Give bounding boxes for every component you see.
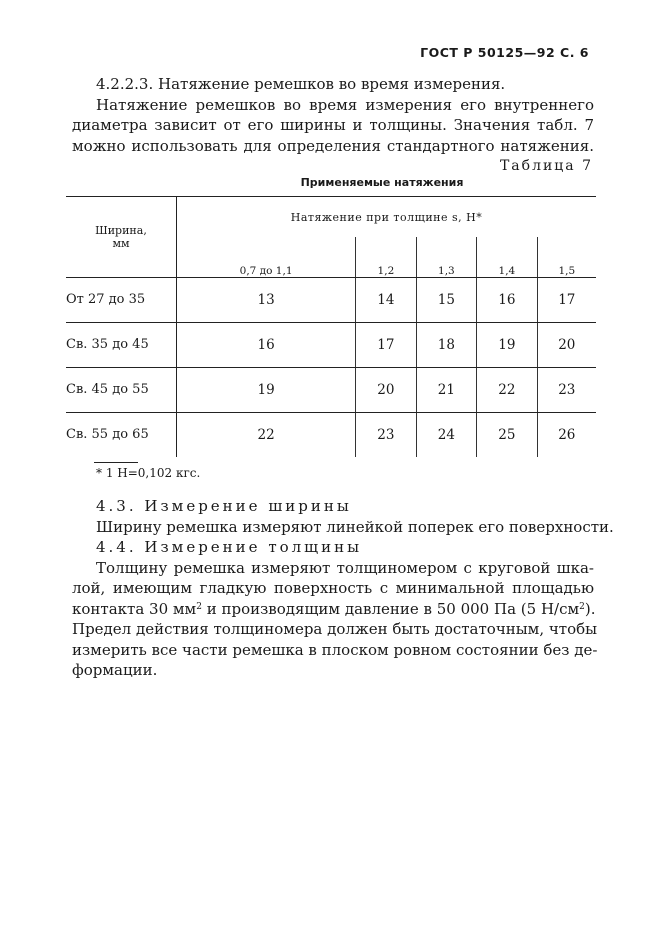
section-43-text: Ширину ремешка измеряют линейкой поперек его поверхности. (96, 517, 614, 536)
table-cell: 26 (537, 412, 596, 457)
thickness-col-header: 1,4 (477, 237, 537, 277)
table-row (66, 322, 596, 367)
table-cell: 18 (416, 322, 476, 367)
table-cell: 20 (356, 367, 416, 412)
footnote-divider (94, 462, 138, 463)
table-cell: 17 (537, 277, 596, 322)
table-cell: 23 (356, 412, 416, 457)
table-row (66, 412, 596, 457)
section-44-line-5: измерить все части ремешка в плоском ровном состоянии без де- (72, 640, 598, 659)
tension-header: Натяжение при толщине s, Н* (290, 210, 483, 224)
superscript: 2 (579, 601, 585, 612)
section-43-heading: 4.3. Измерение ширины (96, 497, 352, 515)
superscript: 2 (196, 601, 202, 612)
section-44-line-6: формации. (72, 661, 158, 679)
width-header-unit: мм (112, 236, 130, 250)
section-4223-line-2: диаметра зависит от его ширины и толщины. Значения табл. 7 (72, 116, 594, 134)
table-cell: 16 (177, 322, 356, 367)
table-row (66, 367, 596, 412)
table-cell: 23 (537, 367, 596, 412)
table-cell: 21 (416, 367, 476, 412)
thickness-col-header: 1,5 (537, 237, 596, 277)
thickness-col-header: 1,2 (356, 237, 416, 277)
table-cell: 19 (177, 367, 356, 412)
table-cell: 20 (537, 322, 596, 367)
thickness-col-header: 1,3 (416, 237, 476, 277)
section-44-heading: 4.4. Измерение толщины (96, 538, 363, 556)
width-header-label: Ширина, (95, 223, 147, 237)
section-43 (72, 496, 614, 537)
section-44 (72, 537, 598, 681)
table-cell: 19 (477, 322, 537, 367)
section-44-line-4: Предел действия толщиномера должен быть достаточным, чтобы (72, 620, 598, 638)
section-44-line-3 (72, 599, 594, 620)
table-cell: 24 (416, 412, 476, 457)
section-4223-heading: 4.2.2.3. Натяжение ремешков во время измерения. (96, 75, 506, 93)
section-44-line-2: лой, имеющим гладкую поверхность с минимальной площадью (72, 579, 594, 597)
table-cell: 22 (257, 426, 275, 443)
section-4223-line-3: можно использовать для определения стандартного натяжения. (72, 136, 594, 155)
section-4223 (72, 74, 594, 156)
table-cell: 15 (416, 277, 476, 322)
tension-table (66, 196, 596, 457)
table-title: Применяемые натяжения (300, 176, 464, 189)
table-cell: 16 (477, 277, 537, 322)
table-row (66, 277, 596, 322)
table-cell: 22 (477, 367, 537, 412)
line3-part-c: ). (584, 599, 596, 618)
row-label: От 27 до 35 (66, 277, 177, 322)
section-44-line-1: Толщину ремешка измеряют толщиномером с круговой шка- (96, 558, 594, 577)
page-header: ГОСТ Р 50125—92 С. 6 (420, 45, 589, 60)
table-cell: 14 (356, 277, 416, 322)
section-4223-line-1: Натяжение ремешков во время измерения его внутреннего (96, 95, 594, 114)
thickness-col-header: 0,7 до 1,1 (177, 237, 356, 277)
width-column-header (66, 197, 177, 277)
table-cell: 25 (477, 412, 537, 457)
table-caption: Таблица 7 (499, 158, 593, 174)
row-label: Св. 45 до 55 (66, 367, 177, 412)
row-label: Св. 35 до 45 (66, 322, 177, 367)
row-label: Св. 55 до 65 (66, 412, 177, 457)
table-cell: 17 (356, 322, 416, 367)
table-cell: 13 (177, 277, 356, 322)
table-footnote: * 1 Н=0,102 кгс. (96, 466, 201, 480)
line3-part-b: и производящим давление в 50 000 Па (5 Н/см (201, 599, 580, 618)
line3-part-a: контакта 30 мм (72, 599, 197, 618)
